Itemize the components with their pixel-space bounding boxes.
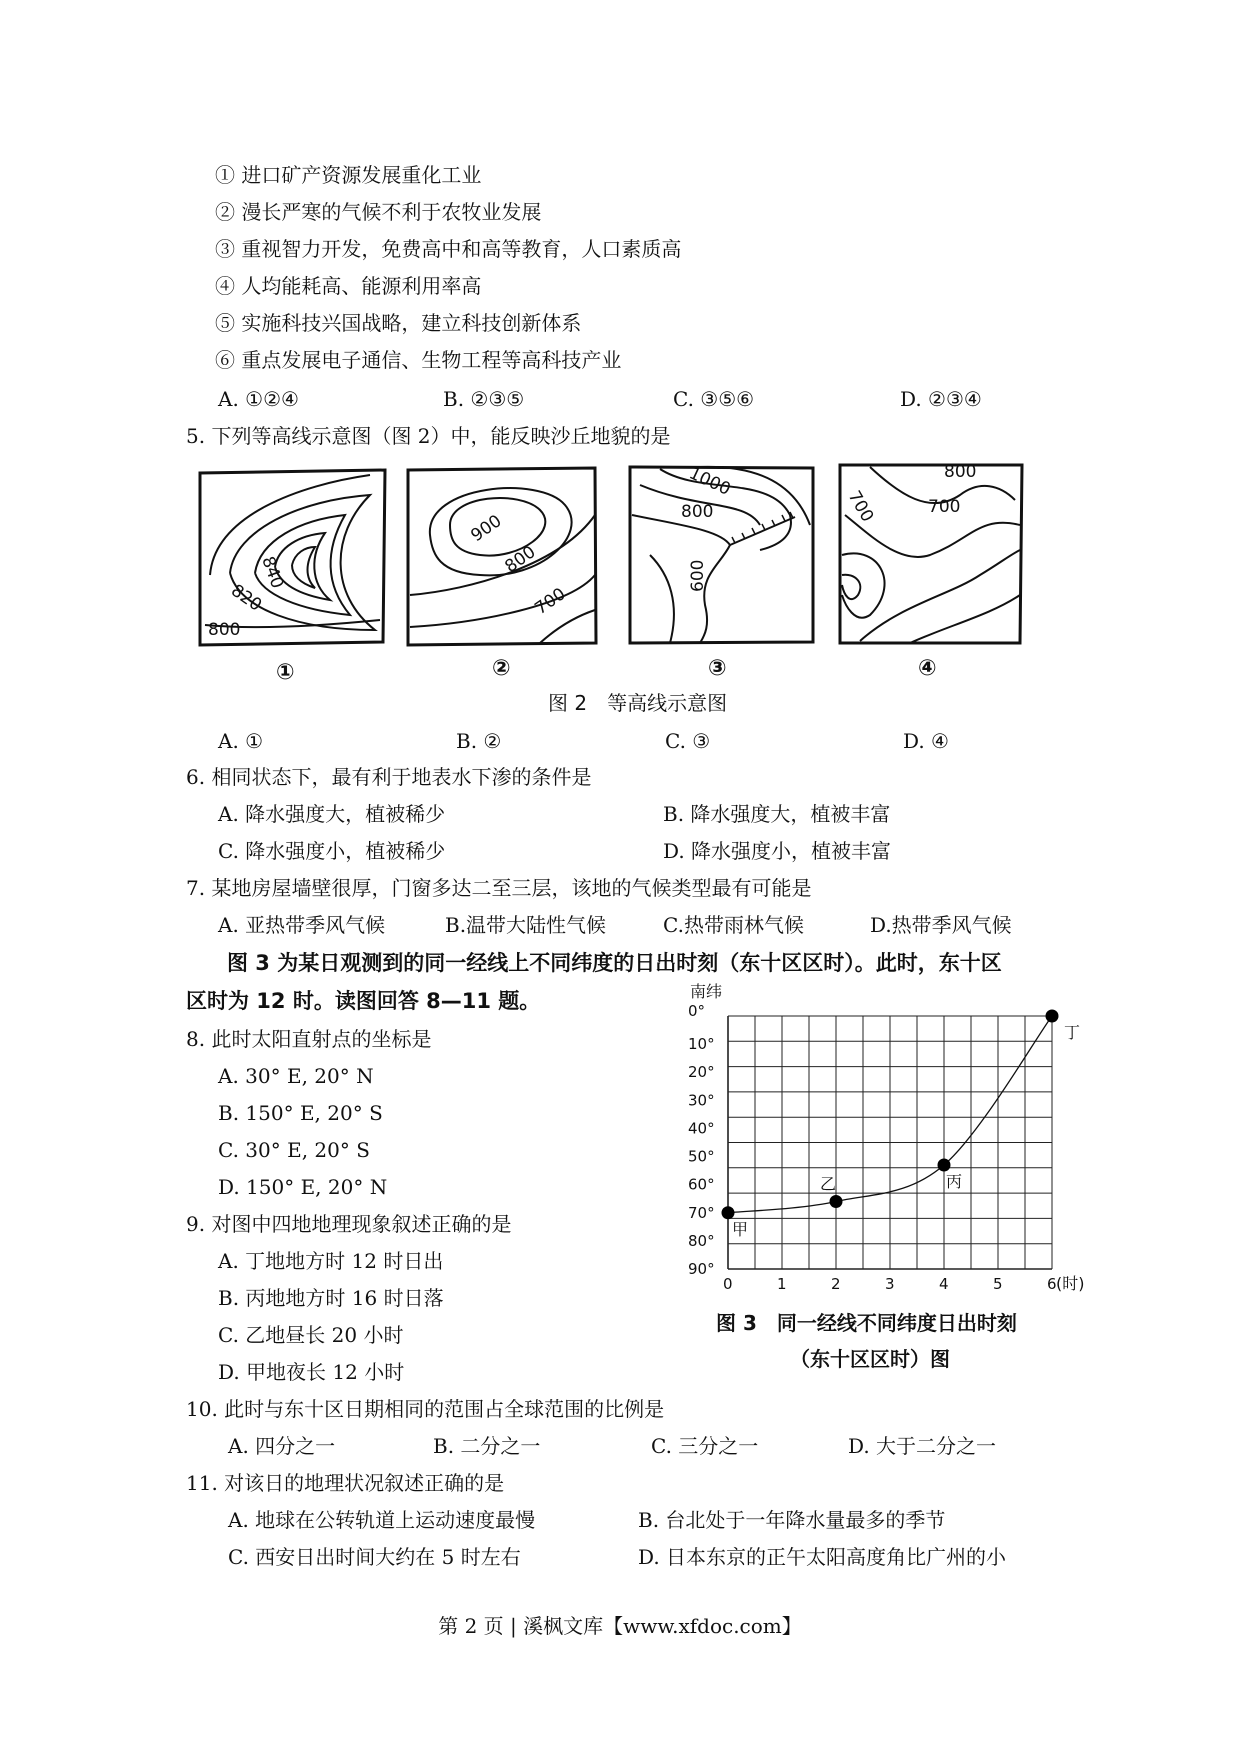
q4-option-b: B. ②③⑤ — [443, 387, 525, 411]
contour-map-4 — [840, 465, 1022, 643]
y-tick-label: 80° — [688, 1231, 715, 1250]
q4-option-d: D. ②③④ — [900, 387, 982, 411]
contour-map-figure — [0, 455, 1240, 695]
figure-3-caption-line-2: （东十区区时）图 — [790, 1347, 950, 1371]
contour-label: 800 — [681, 502, 714, 522]
q6-option-d: D. 降水强度小，植被丰富 — [663, 839, 892, 863]
data-point — [1046, 1010, 1059, 1023]
y-tick-label: 10° — [688, 1035, 715, 1054]
data-point-label: 丙 — [946, 1171, 963, 1191]
q5-option-a: A. ① — [218, 729, 264, 753]
y-tick-label: 50° — [688, 1147, 715, 1166]
x-tick-label: 6 — [1047, 1275, 1057, 1293]
q11-option-c: C. 西安日出时间大约在 5 时左右 — [228, 1545, 521, 1569]
sunrise-time-chart — [670, 975, 1090, 1305]
x-axis-label: (时) — [1056, 1274, 1085, 1293]
intro-line-2: 区时为 12 时。读图回答 8—11 题。 — [186, 989, 541, 1013]
data-point-label: 丁 — [1064, 1023, 1081, 1042]
x-tick-labels — [723, 1275, 1057, 1293]
contour-map-2 — [408, 468, 596, 645]
q6-stem: 6. 相同状态下，最有利于地表水下渗的条件是 — [186, 765, 592, 789]
q4-item: ② 漫长严寒的气候不利于农牧业发展 — [215, 200, 542, 224]
q10-option-b: B. 二分之一 — [433, 1434, 541, 1458]
q9-stem: 9. 对图中四地地理现象叙述正确的是 — [186, 1212, 512, 1236]
q7-option-a: A. 亚热带季风气候 — [218, 913, 386, 937]
data-point-label: 乙 — [820, 1174, 837, 1194]
data-point — [722, 1206, 735, 1219]
contour-label: 600 — [688, 559, 708, 592]
q8-option-b: B. 150° E, 20° S — [218, 1101, 383, 1125]
q9-option-c: C. 乙地昼长 20 小时 — [218, 1323, 404, 1347]
q6-option-a: A. 降水强度大，植被稀少 — [218, 802, 446, 826]
map-label-4: ④ — [918, 656, 937, 681]
x-tick-label: 2 — [831, 1275, 841, 1293]
q4-item: ① 进口矿产资源发展重化工业 — [215, 163, 482, 187]
q9-option-d: D. 甲地夜长 12 小时 — [218, 1360, 405, 1384]
y-tick-labels — [688, 1002, 715, 1278]
chart-grid — [728, 1016, 1052, 1269]
q8-option-d: D. 150° E, 20° N — [218, 1175, 388, 1199]
q11-option-b: B. 台北处于一年降水量最多的季节 — [638, 1508, 946, 1532]
q6-option-c: C. 降水强度小，植被稀少 — [218, 839, 446, 863]
contour-label: 800 — [944, 462, 977, 482]
y-tick-label: 30° — [688, 1091, 715, 1110]
q9-option-a: A. 丁地地方时 12 时日出 — [218, 1249, 444, 1273]
q7-option-c: C.热带雨林气候 — [663, 913, 804, 937]
page-footer: 第 2 页 | 溪枫文库【www.xfdoc.com】 — [438, 1614, 802, 1638]
y-tick-label: 40° — [688, 1119, 715, 1138]
contour-label: 800 — [208, 620, 241, 640]
q6-option-b: B. 降水强度大，植被丰富 — [663, 802, 891, 826]
q8-option-c: C. 30° E, 20° S — [218, 1138, 370, 1162]
x-tick-label: 3 — [885, 1275, 895, 1293]
q11-stem: 11. 对该日的地理状况叙述正确的是 — [186, 1471, 505, 1495]
contour-map-1 — [200, 470, 385, 645]
q10-option-c: C. 三分之一 — [651, 1434, 759, 1458]
contour-label: 1000 — [685, 463, 734, 500]
y-tick-label: 70° — [688, 1203, 715, 1222]
contour-label: 840 — [257, 553, 288, 592]
figure-3-caption-line-1: 图 3 同一经线不同纬度日出时刻 — [716, 1311, 1017, 1335]
x-tick-label: 1 — [777, 1275, 787, 1293]
data-points — [722, 1010, 1081, 1239]
q5-option-b: B. ② — [456, 729, 502, 753]
data-point-label: 甲 — [732, 1219, 749, 1239]
q5-option-d: D. ④ — [903, 729, 949, 753]
map-label-3: ③ — [708, 656, 727, 681]
x-tick-label: 5 — [993, 1275, 1003, 1293]
y-axis-label: 南纬 — [690, 982, 723, 1001]
q10-option-d: D. 大于二分之一 — [848, 1434, 997, 1458]
q7-option-d: D.热带季风气候 — [870, 913, 1012, 937]
contour-label: 700 — [928, 497, 961, 517]
y-tick-label: 0° — [688, 1002, 706, 1020]
q4-item: ⑤ 实施科技兴国战略，建立科技创新体系 — [215, 311, 582, 335]
q4-option-c: C. ③⑤⑥ — [673, 387, 755, 411]
q7-stem: 7. 某地房屋墙壁很厚，门窗多达二至三层，该地的气候类型最有可能是 — [186, 876, 812, 900]
q4-item: ③ 重视智力开发，免费高中和高等教育，人口素质高 — [215, 237, 682, 261]
x-tick-label: 0 — [723, 1275, 733, 1293]
q9-option-b: B. 丙地地方时 16 时日落 — [218, 1286, 444, 1310]
q11-option-d: D. 日本东京的正午太阳高度角比广州的小 — [638, 1545, 1007, 1569]
q10-option-a: A. 四分之一 — [228, 1434, 336, 1458]
intro-line-1: 图 3 为某日观测到的同一经线上不同纬度的日出时刻（东十区区时）。此时，东十区 — [227, 951, 1002, 975]
data-point — [830, 1195, 843, 1208]
q8-stem: 8. 此时太阳直射点的坐标是 — [186, 1027, 432, 1051]
q5-stem: 5. 下列等高线示意图（图 2）中，能反映沙丘地貌的是 — [186, 424, 671, 448]
contour-label: 700 — [843, 487, 878, 526]
y-tick-label: 90° — [688, 1260, 715, 1278]
q4-item: ⑥ 重点发展电子通信、生物工程等高科技产业 — [215, 348, 622, 372]
q4-item: ④ 人均能耗高、能源利用率高 — [215, 274, 482, 298]
q8-option-a: A. 30° E, 20° N — [218, 1064, 374, 1088]
map-label-2: ② — [492, 656, 511, 681]
map-label-1: ① — [276, 660, 295, 685]
y-tick-label: 60° — [688, 1175, 715, 1194]
q11-option-a: A. 地球在公转轨道上运动速度最慢 — [228, 1508, 536, 1532]
contour-label: 900 — [467, 511, 506, 547]
y-tick-label: 20° — [688, 1063, 715, 1082]
q7-option-b: B.温带大陆性气候 — [445, 913, 607, 937]
contour-label: 700 — [531, 584, 570, 620]
q10-stem: 10. 此时与东十区日期相同的范围占全球范围的比例是 — [186, 1397, 665, 1421]
figure-2-caption: 图 2 等高线示意图 — [548, 691, 728, 715]
contour-label: 800 — [501, 542, 540, 578]
x-tick-label: 4 — [939, 1275, 949, 1293]
data-point — [938, 1158, 951, 1171]
q5-option-c: C. ③ — [665, 729, 711, 753]
contour-label: 820 — [227, 580, 266, 616]
q4-option-a: A. ①②④ — [218, 387, 299, 411]
